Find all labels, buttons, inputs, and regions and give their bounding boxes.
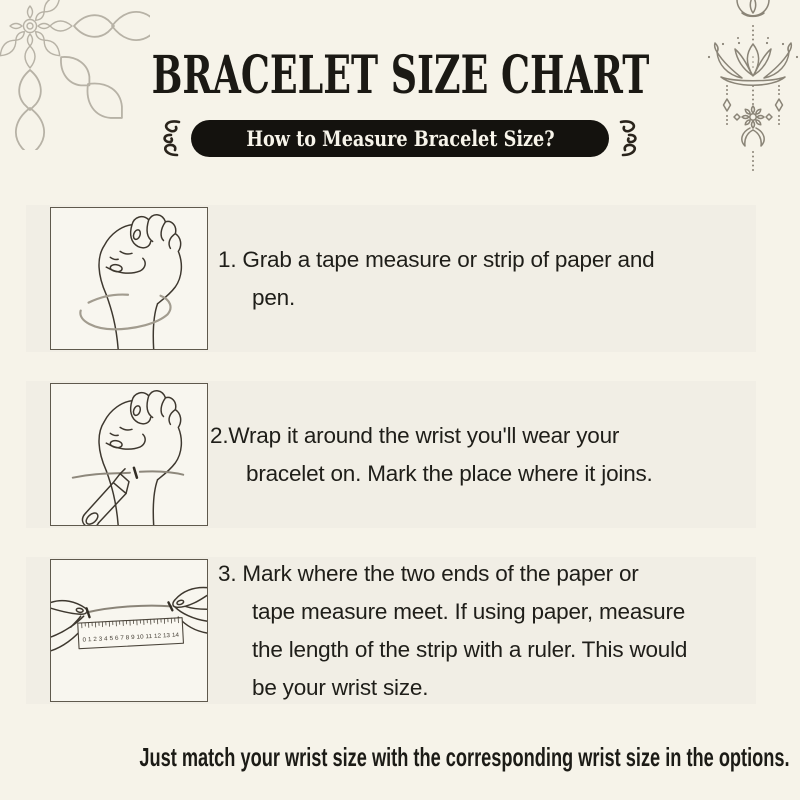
step3-text: [218, 555, 687, 707]
step2-line: bracelet on. Mark the place where it joins.: [246, 460, 653, 486]
tape-line: [73, 471, 183, 477]
step1-line: pen.: [252, 284, 295, 310]
flourish-right-icon: [618, 116, 644, 160]
paper-strip: [88, 606, 172, 613]
step3-illustration-ruler-measure: [50, 559, 208, 702]
step1-text: [218, 241, 654, 317]
step3-line: tape measure meet. If using paper, measure: [252, 598, 686, 624]
footer-note: Just match your wrist size with the corresponding wrist size in the options.: [139, 742, 790, 772]
step3-line: the length of the strip with a ruler. This would: [252, 636, 688, 662]
subtitle-row: [0, 118, 800, 158]
step1-line: 1. Grab a tape measure or strip of paper and: [218, 246, 655, 272]
step2-line: 2.Wrap it around the wrist you'll wear your: [210, 422, 620, 448]
end-mark: [87, 608, 90, 617]
marker-pen: [82, 469, 129, 525]
page-title: BRACELET SIZE CHART: [151, 45, 649, 106]
subtitle-badge: How to Measure Bracelet Size?: [191, 120, 610, 157]
step1-illustration-fist-with-tape: [50, 207, 208, 350]
step2-text: [210, 417, 653, 493]
steps-list: [0, 205, 800, 704]
step-row-1: [26, 205, 756, 352]
step3-line: be your wrist size.: [252, 674, 429, 700]
ruler: [78, 618, 184, 649]
ink-mark: [134, 468, 137, 478]
step2-illustration-fist-with-pen: [50, 383, 208, 526]
step3-line: 3. Mark where the two ends of the paper or: [218, 560, 639, 586]
ruler-numbers: 0 1 2 3 4 5 6 7 8 9 10 11 12 13 14: [82, 632, 171, 644]
lotus-hanging-ornament: [690, 0, 800, 212]
crescent-moon-icon: [737, 0, 769, 16]
flourish-left-icon: [156, 116, 182, 160]
step-row-3: [26, 557, 756, 704]
tape-loop: [80, 295, 170, 330]
step-row-2: [26, 381, 756, 528]
